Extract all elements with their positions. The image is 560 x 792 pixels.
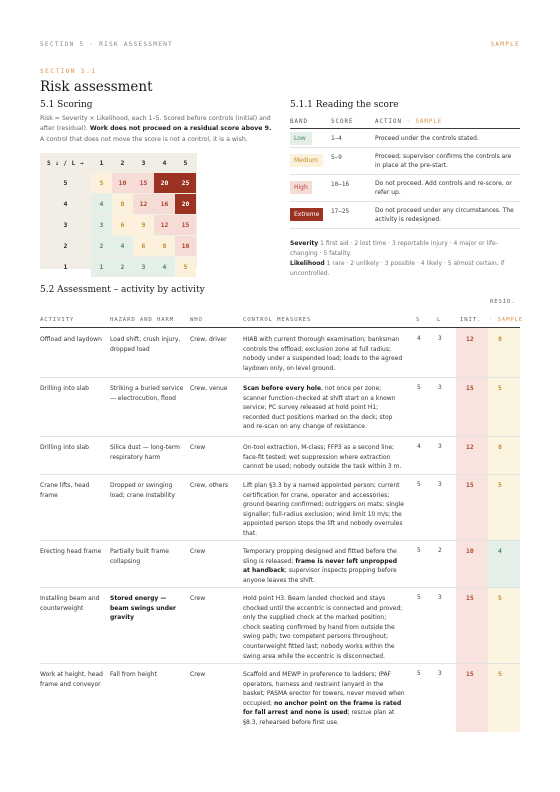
hazard-cell: Striking a buried service — electrocution, flood <box>110 385 184 402</box>
likelihood-cell: 3 <box>438 594 442 601</box>
row-divider <box>40 436 520 437</box>
residual-score-cell: 5 <box>498 481 502 489</box>
action-col-sample: · SAMPLE <box>406 119 443 125</box>
band-score: 1–4 <box>331 135 342 142</box>
row-divider <box>40 540 520 541</box>
resid-column-band <box>488 328 520 732</box>
matrix-cell: 10 <box>112 173 133 193</box>
severity-cell: 5 <box>417 670 421 677</box>
matrix-col-head: 4 <box>162 159 167 167</box>
action-col-label: ACTION <box>375 119 402 125</box>
activity-cell: Installing beam and counterweight <box>40 595 100 612</box>
assessment-heading: 5.2 Assessment – activity by activity <box>40 285 205 295</box>
scoring-heading: 5.1 Scoring <box>40 100 93 110</box>
matrix-cell: 5 <box>175 257 196 277</box>
matrix-cell: 20 <box>175 194 196 214</box>
initial-score-cell: 15 <box>466 594 474 602</box>
hazard-cell: Fall from height <box>110 671 157 678</box>
who-cell: Crew, venue <box>190 385 228 392</box>
controls-cell: Scaffold and MEWP in preference to ladders; IPAF operators, harness and restraint lanyard in the basket; PASMA erector for towers, never moved when occupied; no anchor point on the frame is rated for fall arrest and none is used; rescue plan at §8.3, rehearsed before first use. <box>243 671 405 726</box>
intro-tail: A control that does not move the score is not a control, it is a wish. <box>40 135 248 143</box>
matrix-cell: 4 <box>154 257 175 277</box>
matrix-cell: 8 <box>112 194 133 214</box>
controls-cell: HIAB with current thorough examination; banksman controls the offload; exclusion zone at full radius; nobody under a suspended load; loads to the agreed laydown only, on level ground. <box>243 336 403 372</box>
intro-plain: Risk = Severity × Likelihood, each 1–5. Scored before controls (initial) and after (residual). <box>40 115 271 133</box>
resid-low-cell <box>488 541 520 587</box>
activity-cell: Offload and laydown <box>40 336 102 343</box>
matrix-cell: 12 <box>154 215 175 235</box>
matrix-cell: 1 <box>91 257 112 277</box>
matrix-row-head: 1 <box>63 263 68 271</box>
who-cell: Crew, driver <box>190 336 227 343</box>
band-score: 5–9 <box>331 154 342 161</box>
activity-cell: Drilling into slab <box>40 444 89 451</box>
matrix-cell: 3 <box>91 215 112 235</box>
band-col-head: BAND <box>290 119 308 125</box>
who-cell: Crew <box>190 444 206 451</box>
matrix-cell: 8 <box>154 236 175 256</box>
band-badge: High <box>290 181 312 194</box>
band-action: Proceed; supervisor confirms the controls are in place at the pre-start. <box>375 153 512 170</box>
row-divider <box>40 377 520 378</box>
band-row <box>290 148 520 175</box>
matrix-row-head: 3 <box>63 221 68 229</box>
initial-score-cell: 15 <box>466 481 474 489</box>
matrix-cell: 4 <box>91 194 112 214</box>
likelihood-cell: 2 <box>438 547 442 554</box>
matrix-cell: 12 <box>133 194 154 214</box>
initial-score-cell: 15 <box>466 384 474 392</box>
matrix-row-head: 4 <box>63 200 68 208</box>
activity-cell: Drilling into slab <box>40 385 89 392</box>
residual-score-cell: 5 <box>498 594 502 602</box>
matrix-cell: 3 <box>133 257 154 277</box>
who-cell: Crew <box>190 671 206 678</box>
matrix-cell: 6 <box>112 215 133 235</box>
severity-text: 1 first aid · 2 lost time · 3 reportable injury · 4 major or life-changing · 5 fatality. <box>290 240 498 257</box>
who-col-head: WHO <box>190 317 203 323</box>
hazard-col-head: HAZARD AND HARM <box>110 317 175 323</box>
who-cell: Crew, others <box>190 482 229 489</box>
likelihood-label: Likelihood <box>290 260 325 267</box>
l-col-head: L <box>437 317 442 323</box>
band-badge: Extreme <box>290 208 323 221</box>
who-cell: Crew <box>190 595 206 602</box>
hazard-cell: Partially built frame collapsing <box>110 548 169 565</box>
matrix-cell: 2 <box>112 257 133 277</box>
matrix-cell: 20 <box>154 173 175 193</box>
initial-score-cell: 10 <box>466 547 474 555</box>
residual-score-cell: 8 <box>498 443 502 451</box>
scoring-intro <box>40 114 276 145</box>
severity-cell: 5 <box>417 594 421 601</box>
hazard-cell: Silica dust — long-term respiratory harm <box>110 444 180 461</box>
band-row <box>290 175 520 202</box>
severity-cell: 4 <box>417 335 421 342</box>
matrix-cell: 9 <box>133 215 154 235</box>
resid-col-sample: · SAMPLE <box>489 317 524 323</box>
likelihood-cell: 3 <box>438 670 442 677</box>
band-badge: Low <box>290 132 312 145</box>
matrix-col-head: 1 <box>99 159 104 167</box>
likelihood-cell: 3 <box>438 384 442 391</box>
matrix-col-head: 3 <box>141 159 146 167</box>
reading-heading: 5.1.1 Reading the score <box>290 100 399 110</box>
likelihood-text: 1 rare · 2 unlikely · 3 possible · 4 likely · 5 almost certain, if uncontrolled. <box>290 260 505 277</box>
matrix-corner: S ↓ / L → <box>46 159 84 167</box>
matrix-cell: 15 <box>175 215 196 235</box>
matrix-cell: 6 <box>133 236 154 256</box>
residual-score-cell: 4 <box>498 547 502 555</box>
band-score: 17–25 <box>331 208 350 215</box>
likelihood-cell: 3 <box>438 443 442 450</box>
activity-cell: Crane lifts, head frame <box>40 482 90 499</box>
controls-cell: Scan before every hole, not once per zone; scanner function-checked at shift start on a known service; PC survey released at hold point H1; recorded duct positions marked on the deck; stop and re-scan on any change of resistance. <box>243 385 396 431</box>
hazard-cell: Load shift, crush injury, dropped load <box>110 336 181 353</box>
score-legend <box>290 239 520 279</box>
severity-label: Severity <box>290 240 319 247</box>
who-cell: Crew <box>190 548 206 555</box>
hazard-cell: Stored energy — beam swings under gravity <box>110 595 177 622</box>
hazard-cell: Dropped or swinging load; crane instability <box>110 482 175 499</box>
matrix-cell: 5 <box>91 173 112 193</box>
matrix-col-head: 2 <box>120 159 125 167</box>
band-action: Proceed under the controls stated. <box>375 135 479 142</box>
band-action: Do not proceed under any circumstances. The activity is redesigned. <box>375 207 514 224</box>
resid-col-head: RESID. <box>490 299 516 305</box>
matrix-row-head: 5 <box>63 179 68 187</box>
matrix-cell: 4 <box>112 236 133 256</box>
band-row <box>290 129 520 148</box>
action-col-head <box>375 119 442 125</box>
band-action: Do not proceed. Add controls and re-score, or refer up. <box>375 180 512 197</box>
matrix-row-head: 2 <box>63 242 68 250</box>
controls-cell: Hold point H3. Beam landed chocked and stays chocked until the eccentric is connected and proved; only the supplied chock at the marked position; chock seating confirmed by hand from outside the swing path; two competent persons throughout; counterweight fitted last; nobody works within the swing area while the eccentric is disconnected. <box>243 595 403 660</box>
section-label: SECTION 5 · RISK ASSESSMENT <box>40 41 173 48</box>
residual-score-cell: 5 <box>498 670 502 678</box>
activity-cell: Erecting head frame <box>40 548 102 555</box>
band-row <box>290 202 520 229</box>
sample-label: SAMPLE <box>490 41 520 48</box>
matrix-cell: 15 <box>133 173 154 193</box>
assessment-head-rule <box>40 327 520 328</box>
intro-bold: Work does not proceed on a residual score above 9. <box>89 125 272 133</box>
row-divider <box>40 474 520 475</box>
matrix-cell: 2 <box>91 236 112 256</box>
row-divider <box>40 587 520 588</box>
running-header <box>40 41 520 53</box>
controls-col-head: CONTROL MEASURES <box>243 317 312 323</box>
activity-cell: Work at height, head frame and conveyor <box>40 671 103 688</box>
band-score: 10–16 <box>331 181 350 188</box>
init-col-head: INIT. <box>460 317 482 323</box>
activity-col-head: ACTIVITY <box>40 317 75 323</box>
controls-cell: Temporary propping designed and fitted before the sling is released; frame is never left unpropped at handback; supervisor inspects propping before anyone leaves the shift. <box>243 548 397 584</box>
initial-score-cell: 12 <box>466 443 474 451</box>
matrix-cell: 16 <box>154 194 175 214</box>
likelihood-cell: 3 <box>438 481 442 488</box>
initial-score-cell: 12 <box>466 335 474 343</box>
severity-cell: 5 <box>417 547 421 554</box>
risk-matrix <box>40 153 197 269</box>
page-title: Risk assessment <box>40 79 153 95</box>
controls-cell: Lift plan §3.3 by a named appointed person; current certification for crane, operator and accessories; ground bearing confirmed; outriggers on mats; single signaller; full-radius exclusion; wind limit 10 m/s; the appointed person stops the lift and nobody overrules that. <box>243 482 404 537</box>
severity-cell: 4 <box>417 443 421 450</box>
row-divider <box>40 663 520 664</box>
s-col-head: S <box>416 317 421 323</box>
matrix-cell: 25 <box>175 173 196 193</box>
residual-score-cell: 8 <box>498 335 502 343</box>
matrix-cell: 10 <box>175 236 196 256</box>
likelihood-cell: 3 <box>438 335 442 342</box>
band-badge: Medium <box>290 154 323 167</box>
matrix-col-head: 5 <box>183 159 188 167</box>
severity-cell: 5 <box>417 481 421 488</box>
initial-score-cell: 15 <box>466 670 474 678</box>
controls-cell: On-tool extraction, M-class; FFP3 as a second line; face-fit tested; wet suppression where extraction cannot be used; nobody outside the task within 3 m. <box>243 444 402 471</box>
residual-score-cell: 5 <box>498 384 502 392</box>
section-eyebrow: SECTION 5.1 <box>40 68 97 75</box>
severity-cell: 5 <box>417 384 421 391</box>
score-col-head: SCORE <box>331 119 354 125</box>
